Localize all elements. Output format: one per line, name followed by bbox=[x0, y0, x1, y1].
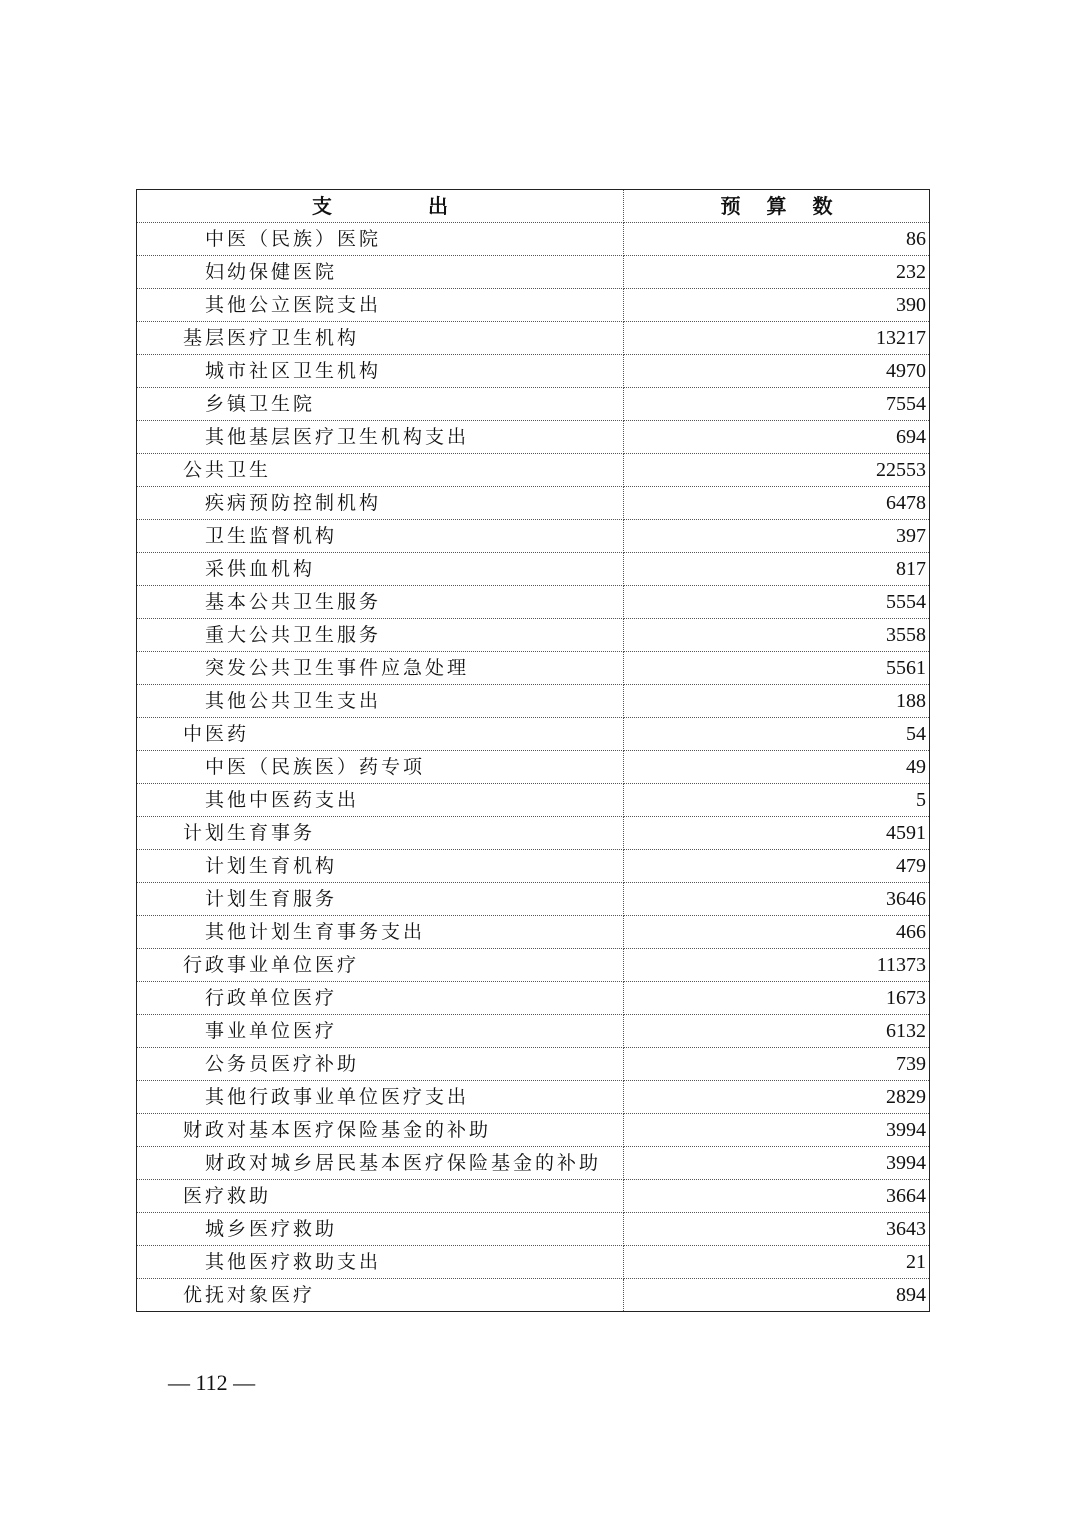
table-row bbox=[137, 1246, 930, 1279]
table-row bbox=[137, 520, 930, 553]
table-row bbox=[137, 586, 930, 619]
row-expenditure-name: 公共卫生 bbox=[137, 454, 624, 487]
row-expenditure-name: 基本公共卫生服务 bbox=[137, 586, 624, 619]
row-expenditure-name: 基层医疗卫生机构 bbox=[137, 322, 624, 355]
row-budget-amount: 5561 bbox=[624, 652, 930, 685]
row-budget-amount: 3646 bbox=[624, 883, 930, 916]
row-expenditure-name: 计划生育服务 bbox=[137, 883, 624, 916]
row-budget-amount: 54 bbox=[624, 718, 930, 751]
table-row bbox=[137, 784, 930, 817]
table-row bbox=[137, 751, 930, 784]
table-row bbox=[137, 1180, 930, 1213]
row-budget-amount: 894 bbox=[896, 1284, 926, 1306]
table-row bbox=[137, 487, 930, 520]
table-row bbox=[137, 685, 930, 718]
row-budget-amount: 694 bbox=[624, 421, 930, 454]
table-row bbox=[137, 652, 930, 685]
row-budget-amount: 466 bbox=[624, 916, 930, 949]
table-row bbox=[137, 553, 930, 586]
row-expenditure-name: 公务员医疗补助 bbox=[137, 1048, 624, 1081]
row-budget-amount: 11373 bbox=[624, 949, 930, 982]
table-header-row bbox=[137, 190, 930, 223]
row-expenditure-name: 其他中医药支出 bbox=[137, 784, 624, 817]
row-expenditure-name: 其他公共卫生支出 bbox=[137, 685, 624, 718]
row-budget-amount: 86 bbox=[624, 223, 930, 256]
row-budget-amount: 6478 bbox=[624, 487, 930, 520]
row-budget-amount: 22553 bbox=[624, 454, 930, 487]
row-budget-amount: 188 bbox=[624, 685, 930, 718]
row-budget-amount: 5554 bbox=[624, 586, 930, 619]
table-row bbox=[137, 850, 930, 883]
row-expenditure-name: 中医药 bbox=[137, 718, 624, 751]
table-row bbox=[137, 421, 930, 454]
row-expenditure-name: 城乡医疗救助 bbox=[137, 1213, 624, 1246]
table-row bbox=[137, 1279, 930, 1312]
table-row bbox=[137, 949, 930, 982]
row-budget-amount: 2829 bbox=[624, 1081, 930, 1114]
table-row bbox=[137, 1015, 930, 1048]
row-expenditure-name: 中医（民族）医院 bbox=[137, 223, 624, 256]
row-expenditure-name: 计划生育机构 bbox=[137, 850, 624, 883]
row-budget-amount: 390 bbox=[624, 289, 930, 322]
row-budget-amount: 5 bbox=[624, 784, 930, 817]
row-expenditure-name: 财政对基本医疗保险基金的补助 bbox=[137, 1114, 624, 1147]
row-expenditure-name: 中医（民族医）药专项 bbox=[137, 751, 624, 784]
row-expenditure-name: 重大公共卫生服务 bbox=[137, 619, 624, 652]
row-expenditure-name: 财政对城乡居民基本医疗保险基金的补助 bbox=[137, 1147, 624, 1180]
row-expenditure-name: 事业单位医疗 bbox=[137, 1015, 624, 1048]
page-number: — 112 — bbox=[168, 1370, 256, 1395]
row-budget-amount: 3994 bbox=[624, 1147, 930, 1180]
table-row bbox=[137, 322, 930, 355]
row-budget-amount: 49 bbox=[624, 751, 930, 784]
row-budget-amount: 739 bbox=[624, 1048, 930, 1081]
row-budget-amount: 7554 bbox=[624, 388, 930, 421]
table-row bbox=[137, 883, 930, 916]
row-expenditure-name: 其他行政事业单位医疗支出 bbox=[137, 1081, 624, 1114]
row-expenditure-name: 其他医疗救助支出 bbox=[137, 1246, 624, 1279]
row-budget-amount: 397 bbox=[624, 520, 930, 553]
row-expenditure-name: 行政事业单位医疗 bbox=[137, 949, 624, 982]
table-row bbox=[137, 454, 930, 487]
table-row bbox=[137, 256, 930, 289]
row-budget-amount: 1673 bbox=[624, 982, 930, 1015]
table-row bbox=[137, 916, 930, 949]
table-row bbox=[137, 619, 930, 652]
row-expenditure-name: 突发公共卫生事件应急处理 bbox=[137, 652, 624, 685]
row-expenditure-name: 计划生育事务 bbox=[137, 817, 624, 850]
row-expenditure-name: 疾病预防控制机构 bbox=[137, 487, 624, 520]
row-expenditure-name: 妇幼保健医院 bbox=[137, 256, 624, 289]
table-row bbox=[137, 1081, 930, 1114]
row-expenditure-name: 乡镇卫生院 bbox=[137, 388, 624, 421]
row-expenditure-name: 医疗救助 bbox=[137, 1180, 624, 1213]
table-row bbox=[137, 223, 930, 256]
table-row bbox=[137, 1147, 930, 1180]
table-row bbox=[137, 718, 930, 751]
row-expenditure-name: 卫生监督机构 bbox=[137, 520, 624, 553]
row-expenditure-name: 其他计划生育事务支出 bbox=[137, 916, 624, 949]
table-body bbox=[137, 223, 930, 1312]
row-expenditure-name: 优抚对象医疗 bbox=[137, 1279, 624, 1312]
header-expenditure: 支出 bbox=[137, 190, 624, 223]
table-row bbox=[137, 982, 930, 1015]
row-budget-amount: 479 bbox=[624, 850, 930, 883]
row-budget-amount: 232 bbox=[624, 256, 930, 289]
table-row bbox=[137, 289, 930, 322]
row-budget-amount: 3558 bbox=[624, 619, 930, 652]
table-row bbox=[137, 1114, 930, 1147]
table-row bbox=[137, 1213, 930, 1246]
row-budget-amount: 13217 bbox=[624, 322, 930, 355]
row-budget-amount: 6132 bbox=[624, 1015, 930, 1048]
row-expenditure-name: 其他公立医院支出 bbox=[137, 289, 624, 322]
row-budget-amount: 3643 bbox=[624, 1213, 930, 1246]
header-budget: 预算数 bbox=[624, 190, 930, 223]
table-row bbox=[137, 355, 930, 388]
row-budget-amount: 817 bbox=[624, 553, 930, 586]
row-budget-amount: 4970 bbox=[624, 355, 930, 388]
row-budget-amount: 21 bbox=[624, 1246, 930, 1279]
row-expenditure-name: 行政单位医疗 bbox=[137, 982, 624, 1015]
row-budget-amount: 3664 bbox=[624, 1180, 930, 1213]
budget-table bbox=[136, 189, 930, 1312]
row-expenditure-name: 其他基层医疗卫生机构支出 bbox=[137, 421, 624, 454]
row-budget-amount: 3994 bbox=[624, 1114, 930, 1147]
table-row bbox=[137, 817, 930, 850]
row-expenditure-name: 城市社区卫生机构 bbox=[137, 355, 624, 388]
table-row bbox=[137, 388, 930, 421]
row-expenditure-name: 采供血机构 bbox=[137, 553, 624, 586]
row-budget-amount: 4591 bbox=[624, 817, 930, 850]
table-row bbox=[137, 1048, 930, 1081]
